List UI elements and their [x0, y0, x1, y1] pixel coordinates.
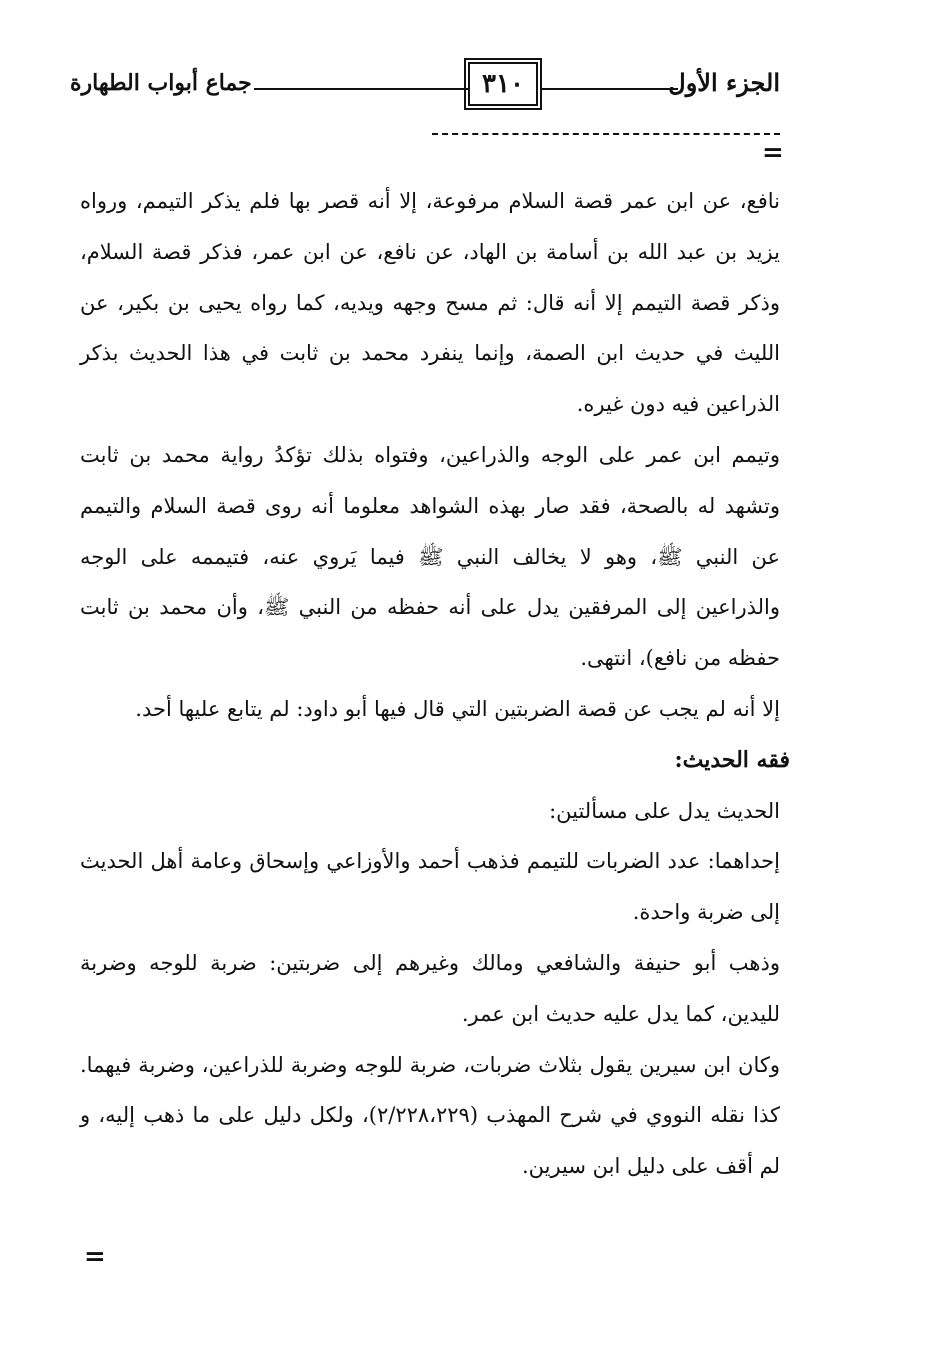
page-number: ٣١٠ [468, 62, 538, 106]
header-rule-right [540, 88, 678, 90]
header-rule-left [254, 88, 468, 90]
section-heading: فقه الحديث: [674, 746, 790, 773]
paragraph: وكان ابن سيرين يقول بثلاث ضربات، ضربة للوجه وضربة للذراعين، وضربة فيهما. كذا نقله النووي في شرح المهذب (٢/٢٢٨،٢٢٩)، ولكل دليل على ما ذهب إليه، و لم أقف على دليل ابن سيرين. [80, 1052, 781, 1179]
continuation-mark-bottom: = [84, 1242, 106, 1272]
part-title: الجزء الأول [668, 68, 780, 97]
paragraph: الحديث يدل على مسألتين: [549, 798, 780, 823]
chapter-title: جماع أبواب الطهارة [70, 70, 252, 96]
paragraph: نافع، عن ابن عمر قصة السلام مرفوعة، إلا أنه قصر بها فلم يذكر التيمم، ورواه يزيد بن عبد الله بن أسامة بن الهاد، عن نافع، عن ابن عمر، فذكر قصة السلام، وذكر قصة التيمم إلا أنه قال: ثم مسح وجهه ويديه، كما رواه يحيى بن بكير، عن الليث في حديث ابن الصمة، وإنما ينفرد محمد بن ثابت في هذا الحديث بذكر الذراعين فيه دون غيره. [80, 189, 780, 417]
continuation-mark-top: = [762, 138, 784, 168]
body-text [80, 176, 790, 1192]
paragraph: إلا أنه لم يجب عن قصة الضربتين التي قال فيها أبو داود: لم يتابع عليها أحد. [135, 696, 780, 721]
paragraph: وتيمم ابن عمر على الوجه والذراعين، وفتواه بذلك تؤكدُ رواية محمد بن ثابت وتشهد له بالصحة، فقد صار بهذه الشواهد معلوما أنه روى قصة السلام والتيمم عن النبي ﷺ، وهو لا يخالف النبي ﷺ فيما يَروي عنه، فتيممه على الوجه والذراعين إلى المرفقين يدل على أنه حفظه من النبي ﷺ، وأن محمد بن ثابت حفظه من نافع)، انتهى. [80, 442, 780, 671]
paragraph: إحداهما: عدد الضربات للتيمم فذهب أحمد والأوزاعي وإسحاق وعامة أهل الحديث إلى ضربة واحدة. [80, 849, 780, 925]
paragraph: وذهب أبو حنيفة والشافعي ومالك وغيرهم إلى ضربتين: ضربة للوجه وضربة لليدين، كما يدل عليه حديث ابن عمر. [80, 950, 780, 1026]
running-header [70, 60, 780, 110]
footnote-separator-rule [432, 133, 780, 135]
